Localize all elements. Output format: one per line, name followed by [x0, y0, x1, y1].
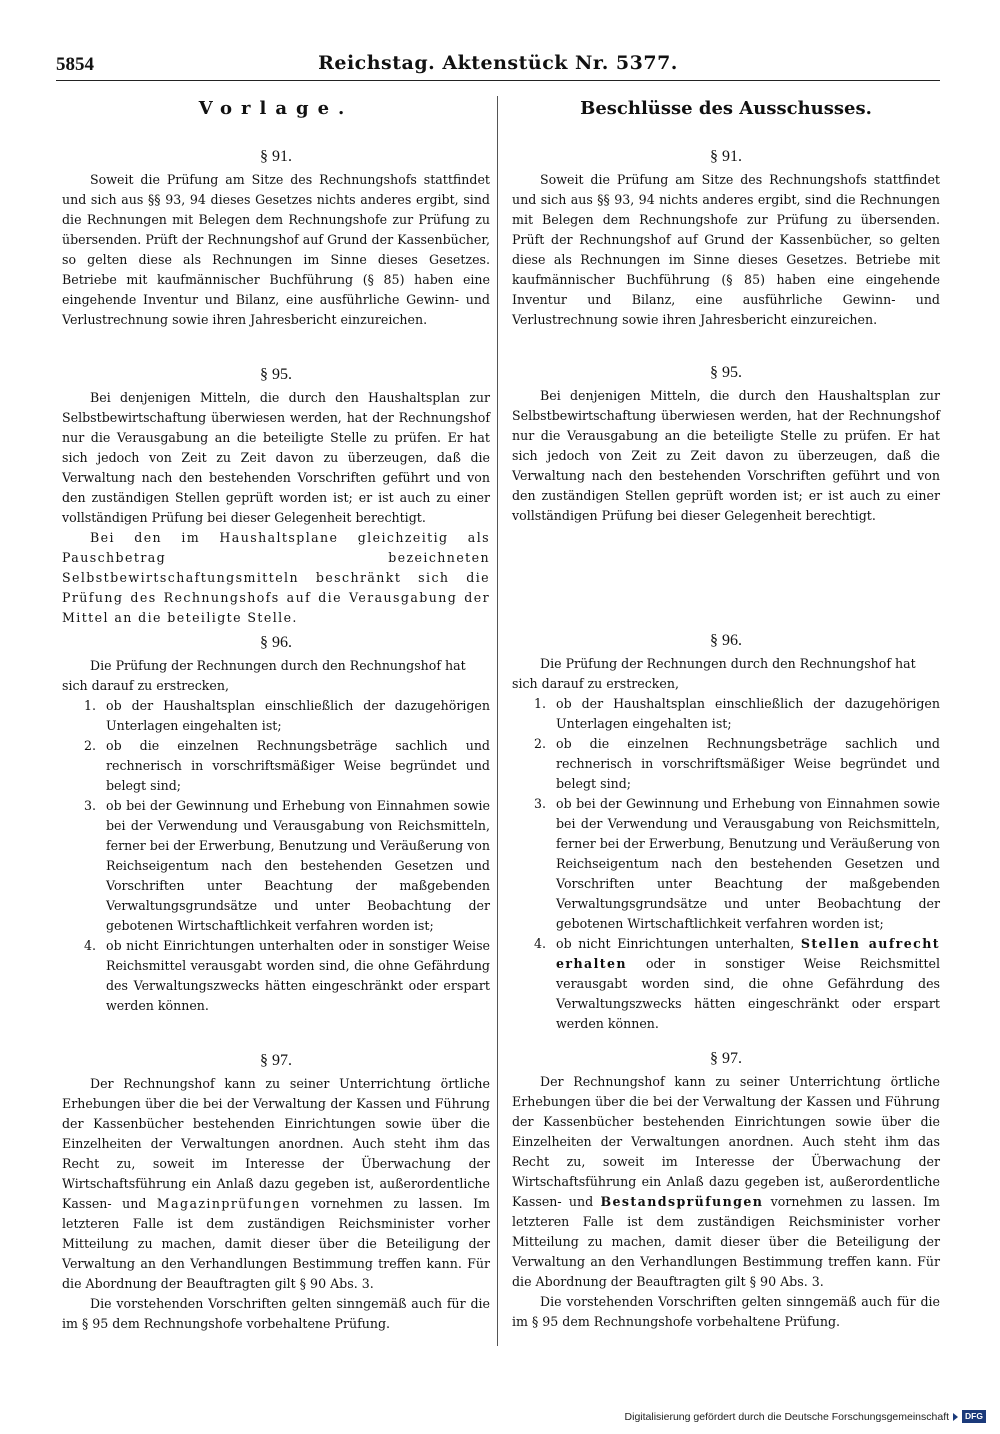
digitization-credit — [625, 1410, 986, 1423]
spaced-text: Magazinprüfungen — [156, 1196, 301, 1211]
right-section-96 — [512, 630, 940, 1034]
item-number: 2. — [534, 736, 547, 751]
left-section-97 — [62, 1050, 490, 1334]
emphasized-text: Stellen aufrecht erhalten — [556, 936, 940, 971]
item-text: ob der Haushaltsplan einschließlich der dazugehörigen Unterlagen eingehalten ist; — [556, 696, 940, 731]
credit-text: Digitalisierung gefördert durch die Deutsche Forschungsgemeinschaft — [624, 1410, 950, 1423]
item-number: 4. — [534, 936, 547, 951]
section-paragraph: Die vorstehenden Vorschriften gelten sinngemäß auch für die im § 95 dem Rechnungshofe vorbehaltene Prüfung. — [62, 1296, 490, 1331]
left-column-vorlage — [62, 96, 490, 1356]
left-section-95 — [62, 364, 490, 628]
section-paragraph: Bei denjenigen Mitteln, die durch den Haushaltsplan zur Selbstbewirtschaftung überwiesen werden, hat der Rechnungshof nur die Verausgabung an die beteiligte Stelle zu prüfen. Er hat sich jedoch von Zeit zu Zeit davon zu überzeugen, daß die Verwaltung nach den bestehenden Vorschriften geführt und von den zuständigen Stellen geprüft worden ist; er ist auch zu einer vollständigen Prüfung bei dieser Gelegenheit berechtigt. — [512, 388, 940, 523]
section-intro: Die Prüfung der Rechnungen durch den Rechnungshof hat sich darauf zu erstrecken, — [512, 656, 916, 691]
section-paragraph — [62, 528, 490, 628]
section-heading: § 91. — [710, 148, 742, 165]
right-column-title: Beschlüsse des Ausschusses. — [580, 98, 872, 119]
section-paragraph: Soweit die Prüfung am Sitze des Rechnungshofs stattfindet und sich aus §§ 93, 94 nichts anderes ergibt, sind die Rechnungen mit Belegen dem Rechnungshofe zur Prüfung zu übersenden. Prüft der Rechnungshof auf Grund der Kassenbücher, so gelten diese als Rechnungen im Sinne dieses Gesetzes. Betriebe mit kaufmännischer Buchführung (§ 85) haben eine eingehende Inventur und Bilanz, eine ausführliche Gewinn- und Verlustrechnung sowie ihren Jahresbericht einzureichen. — [512, 172, 940, 327]
emphasized-text: Bestandsprüfungen — [600, 1194, 764, 1209]
running-title: Reichstag. Aktenstück Nr. 5377. — [318, 52, 678, 74]
text-run: Der Rechnungshof kann zu seiner Unterrichtung örtliche Erhebungen über die bei der Verwaltung der Kassen und Führung der Kassenbücher bestehenden Einrichtungen sowie über die Einzelheiten der Verwaltungen anordnen. Auch steht ihm das Recht zu, soweit im Interesse der Überwachung der Wirtschaftsführung ein Anlaß dazu gegeben ist, außerordentliche Kassen- und — [62, 1076, 490, 1211]
right-section-97 — [512, 1048, 940, 1332]
list-item — [512, 934, 940, 1034]
right-column-beschluesse — [512, 96, 940, 1356]
item-number: 3. — [84, 798, 97, 813]
section-heading: § 95. — [710, 364, 742, 381]
section-heading: § 97. — [260, 1052, 292, 1069]
item-text: ob der Haushaltsplan einschließlich der dazugehörigen Unterlagen eingehalten ist; — [106, 698, 490, 733]
item-list — [62, 696, 490, 1016]
spaced-text: Bei den im Haushaltsplane gleichzeitig als Pauschbetrag bezeichneten Selbstbewirtschaftungsmitteln beschränkt sich die Prüfung des Rechnungshofs auf die Verausgabung der Mittel an die beteiligte Stelle. — [62, 530, 490, 625]
page-number: 5854 — [56, 54, 94, 75]
text-run: vornehmen zu lassen. Im letzteren Falle ist dem zuständigen Reichsminister vorher Mitteilung zu machen, damit dieser über die Beteiligung der Verwaltung an den Verhandlungen Bestimmung treffen kann. Für die Abordnung der Beauftragten gilt § 90 Abs. 3. — [62, 1196, 490, 1291]
section-paragraph — [512, 1072, 940, 1292]
item-list — [512, 694, 940, 1034]
section-heading: § 97. — [710, 1050, 742, 1067]
left-column-title: Vorlage. — [198, 98, 354, 119]
section-paragraph: Soweit die Prüfung am Sitze des Rechnungshofs stattfindet und sich aus §§ 93, 94 dieses Gesetzes nichts anderes ergibt, sind die Rechnungen mit Belegen dem Rechnungshofe zur Prüfung zu übersenden. Prüft der Rechnungshof auf Grund der Kassenbücher, so gelten diese als Rechnungen im Sinne dieses Gesetzes. Betriebe mit kaufmännischer Buchführung (§ 85) haben eine eingehende Inventur und Bilanz, eine ausführliche Gewinn- und Verlustrechnung sowie ihren Jahresbericht einzureichen. — [62, 172, 490, 327]
item-text: ob bei der Gewinnung und Erhebung von Einnahmen sowie bei der Verwendung und Verausgabung von Reichsmitteln, ferner bei der Erwerbung, Benutzung und Veräußerung von Reichseigentum nach den bestehenden Gesetzen und Vorschriften unter Beachtung der maßgebenden Verwaltungsgrundsätze und unter Beobachtung der gebotenen Wirtschaftlichkeit verfahren worden ist; — [556, 796, 940, 931]
text-run: vornehmen zu lassen. Im letzteren Falle ist dem zuständigen Reichsminister vorher Mitteilung zu machen, damit dieser über die Beteiligung der Verwaltung an den Verhandlungen Bestimmung treffen kann. Für die Abordnung der Beauftragten gilt § 90 Abs. 3. — [512, 1194, 940, 1289]
item-text: ob die einzelnen Rechnungsbeträge sachlich und rechnerisch in vorschriftsmäßiger Weise begründet und belegt sind; — [556, 736, 940, 791]
item-number: 1. — [84, 698, 97, 713]
list-item — [62, 736, 490, 796]
section-heading: § 91. — [260, 148, 292, 165]
right-section-95 — [512, 362, 940, 526]
arrow-icon — [953, 1413, 958, 1421]
item-number: 3. — [534, 796, 547, 811]
section-heading: § 95. — [260, 366, 292, 383]
item-text: oder in sonstiger Weise Reichsmittel verausgabt worden sind, die ohne Gefährdung des Verwaltungszwecks hätten eingeschränkt oder erspart werden können. — [556, 956, 940, 1031]
item-number: 2. — [84, 738, 97, 753]
column-divider — [497, 96, 498, 1346]
section-paragraph: Die vorstehenden Vorschriften gelten sinngemäß auch für die im § 95 dem Rechnungshofe vorbehaltene Prüfung. — [512, 1294, 940, 1329]
list-item — [512, 794, 940, 934]
section-paragraph — [62, 1074, 490, 1294]
item-text: ob nicht Einrichtungen unterhalten oder in sonstiger Weise Reichsmittel verausgabt worden sind, die ohne Gefährdung des Verwaltungszwecks hätten eingeschränkt oder erspart werden können. — [106, 938, 490, 1013]
section-intro: Die Prüfung der Rechnungen durch den Rechnungshof hat sich darauf zu erstrecken, — [62, 658, 466, 693]
list-item — [62, 696, 490, 736]
item-text: ob bei der Gewinnung und Erhebung von Einnahmen sowie bei der Verwendung und Verausgabung von Reichsmitteln, ferner bei der Erwerbung, Benutzung und Veräußerung von Reichseigentum nach den bestehenden Gesetzen und Vorschriften unter Beachtung der maßgebenden Verwaltungsgrundsätze und unter Beobachtung der gebotenen Wirtschaftlichkeit verfahren worden ist; — [106, 798, 490, 933]
right-section-91 — [512, 146, 940, 330]
list-item — [62, 936, 490, 1016]
dfg-logo: DFG — [962, 1410, 986, 1423]
left-section-91 — [62, 146, 490, 330]
left-section-96 — [62, 632, 490, 1016]
item-number: 1. — [534, 696, 547, 711]
item-number: 4. — [84, 938, 97, 953]
text-run: Der Rechnungshof kann zu seiner Unterrichtung örtliche Erhebungen über die bei der Verwaltung der Kassen und Führung der Kassenbücher bestehenden Einrichtungen sowie über die Einzelheiten der Verwaltungen anordnen. Auch steht ihm das Recht zu, soweit im Interesse der Überwachung der Wirtschaftsführung ein Anlaß dazu gegeben ist, außerordentliche Kassen- und — [512, 1074, 940, 1209]
list-item — [512, 734, 940, 794]
list-item — [62, 796, 490, 936]
section-heading: § 96. — [710, 632, 742, 649]
list-item — [512, 694, 940, 734]
item-text: ob die einzelnen Rechnungsbeträge sachlich und rechnerisch in vorschriftsmäßiger Weise begründet und belegt sind; — [106, 738, 490, 793]
section-heading: § 96. — [260, 634, 292, 651]
section-paragraph: Bei denjenigen Mitteln, die durch den Haushaltsplan zur Selbstbewirtschaftung überwiesen werden, hat der Rechnungshof nur die Verausgabung an die beteiligte Stelle zu prüfen. Er hat sich jedoch von Zeit zu Zeit davon zu überzeugen, daß die Verwaltung nach den bestehenden Vorschriften geführt und von den zuständigen Stellen geprüft worden ist; er ist auch zu einer vollständigen Prüfung bei dieser Gelegenheit berechtigt. — [62, 390, 490, 525]
item-text: ob nicht Einrichtungen unterhalten, — [556, 936, 801, 951]
page-header — [56, 50, 940, 81]
